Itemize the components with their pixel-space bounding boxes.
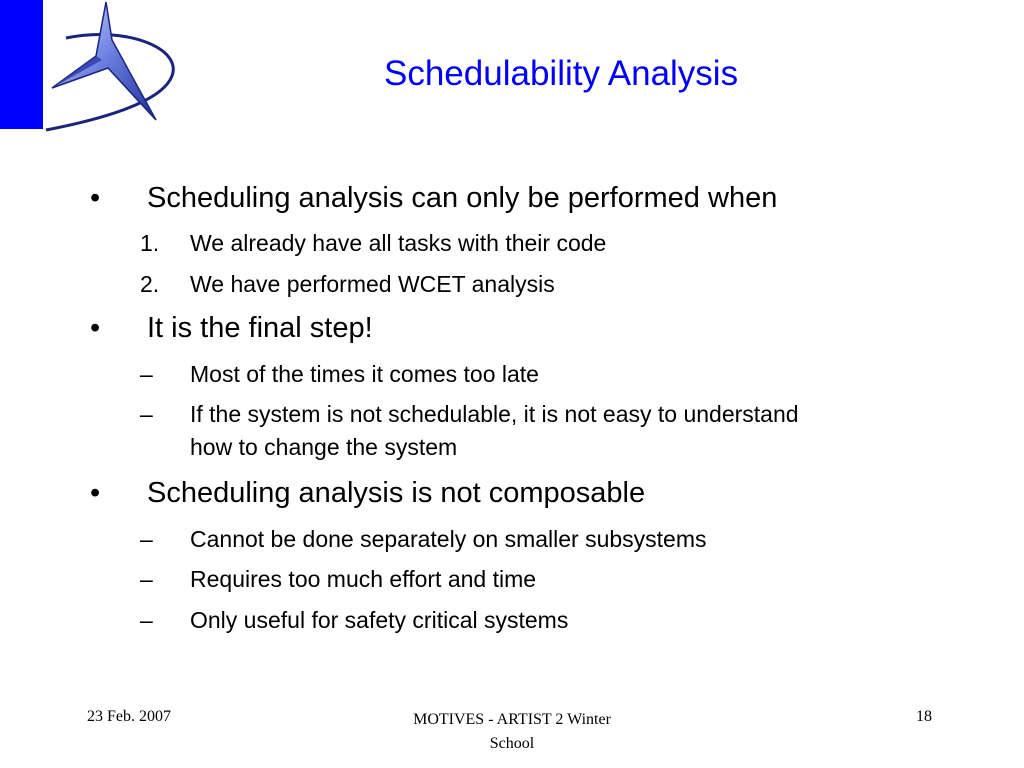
sub-marker: – xyxy=(140,607,153,633)
star-logo-icon xyxy=(38,0,188,135)
sub-marker: 1. xyxy=(140,230,160,256)
footer-event-line1: MOTIVES - ARTIST 2 Winter xyxy=(413,711,611,728)
sub-item-text: We already have all tasks with their code xyxy=(190,230,607,256)
sub-item-text: Only useful for safety critical systems xyxy=(190,607,569,633)
footer-date: 23 Feb. 2007 xyxy=(87,708,171,725)
bullet-marker: • xyxy=(90,477,101,509)
bullet-text: Scheduling analysis is not composable xyxy=(147,477,646,509)
slide-title: Schedulability Analysis xyxy=(384,54,739,93)
bullet-marker: • xyxy=(90,182,101,214)
sub-marker: 2. xyxy=(140,271,160,297)
page-number: 18 xyxy=(916,708,932,725)
sub-item-text: If the system is not schedulable, it is not easy to understand xyxy=(190,401,799,427)
sub-item-text: Requires too much effort and time xyxy=(190,566,537,592)
sub-item-text: We have performed WCET analysis xyxy=(190,271,555,297)
footer-event-line2: School xyxy=(489,735,535,752)
bullet-marker: • xyxy=(90,312,101,344)
bullet-text: It is the final step! xyxy=(147,312,373,344)
footer-event xyxy=(362,708,662,756)
sub-item-text: Most of the times it comes too late xyxy=(190,361,539,387)
sub-item-text: Cannot be done separately on smaller subsystems xyxy=(190,526,707,552)
sub-marker: – xyxy=(140,526,153,552)
bullet-text: Scheduling analysis can only be performed when xyxy=(147,182,778,214)
accent-bar xyxy=(0,0,43,129)
sub-marker: – xyxy=(140,361,153,387)
sub-marker: – xyxy=(140,566,153,592)
sub-item-continuation: how to change the system xyxy=(190,434,458,460)
sub-marker: – xyxy=(140,401,153,427)
